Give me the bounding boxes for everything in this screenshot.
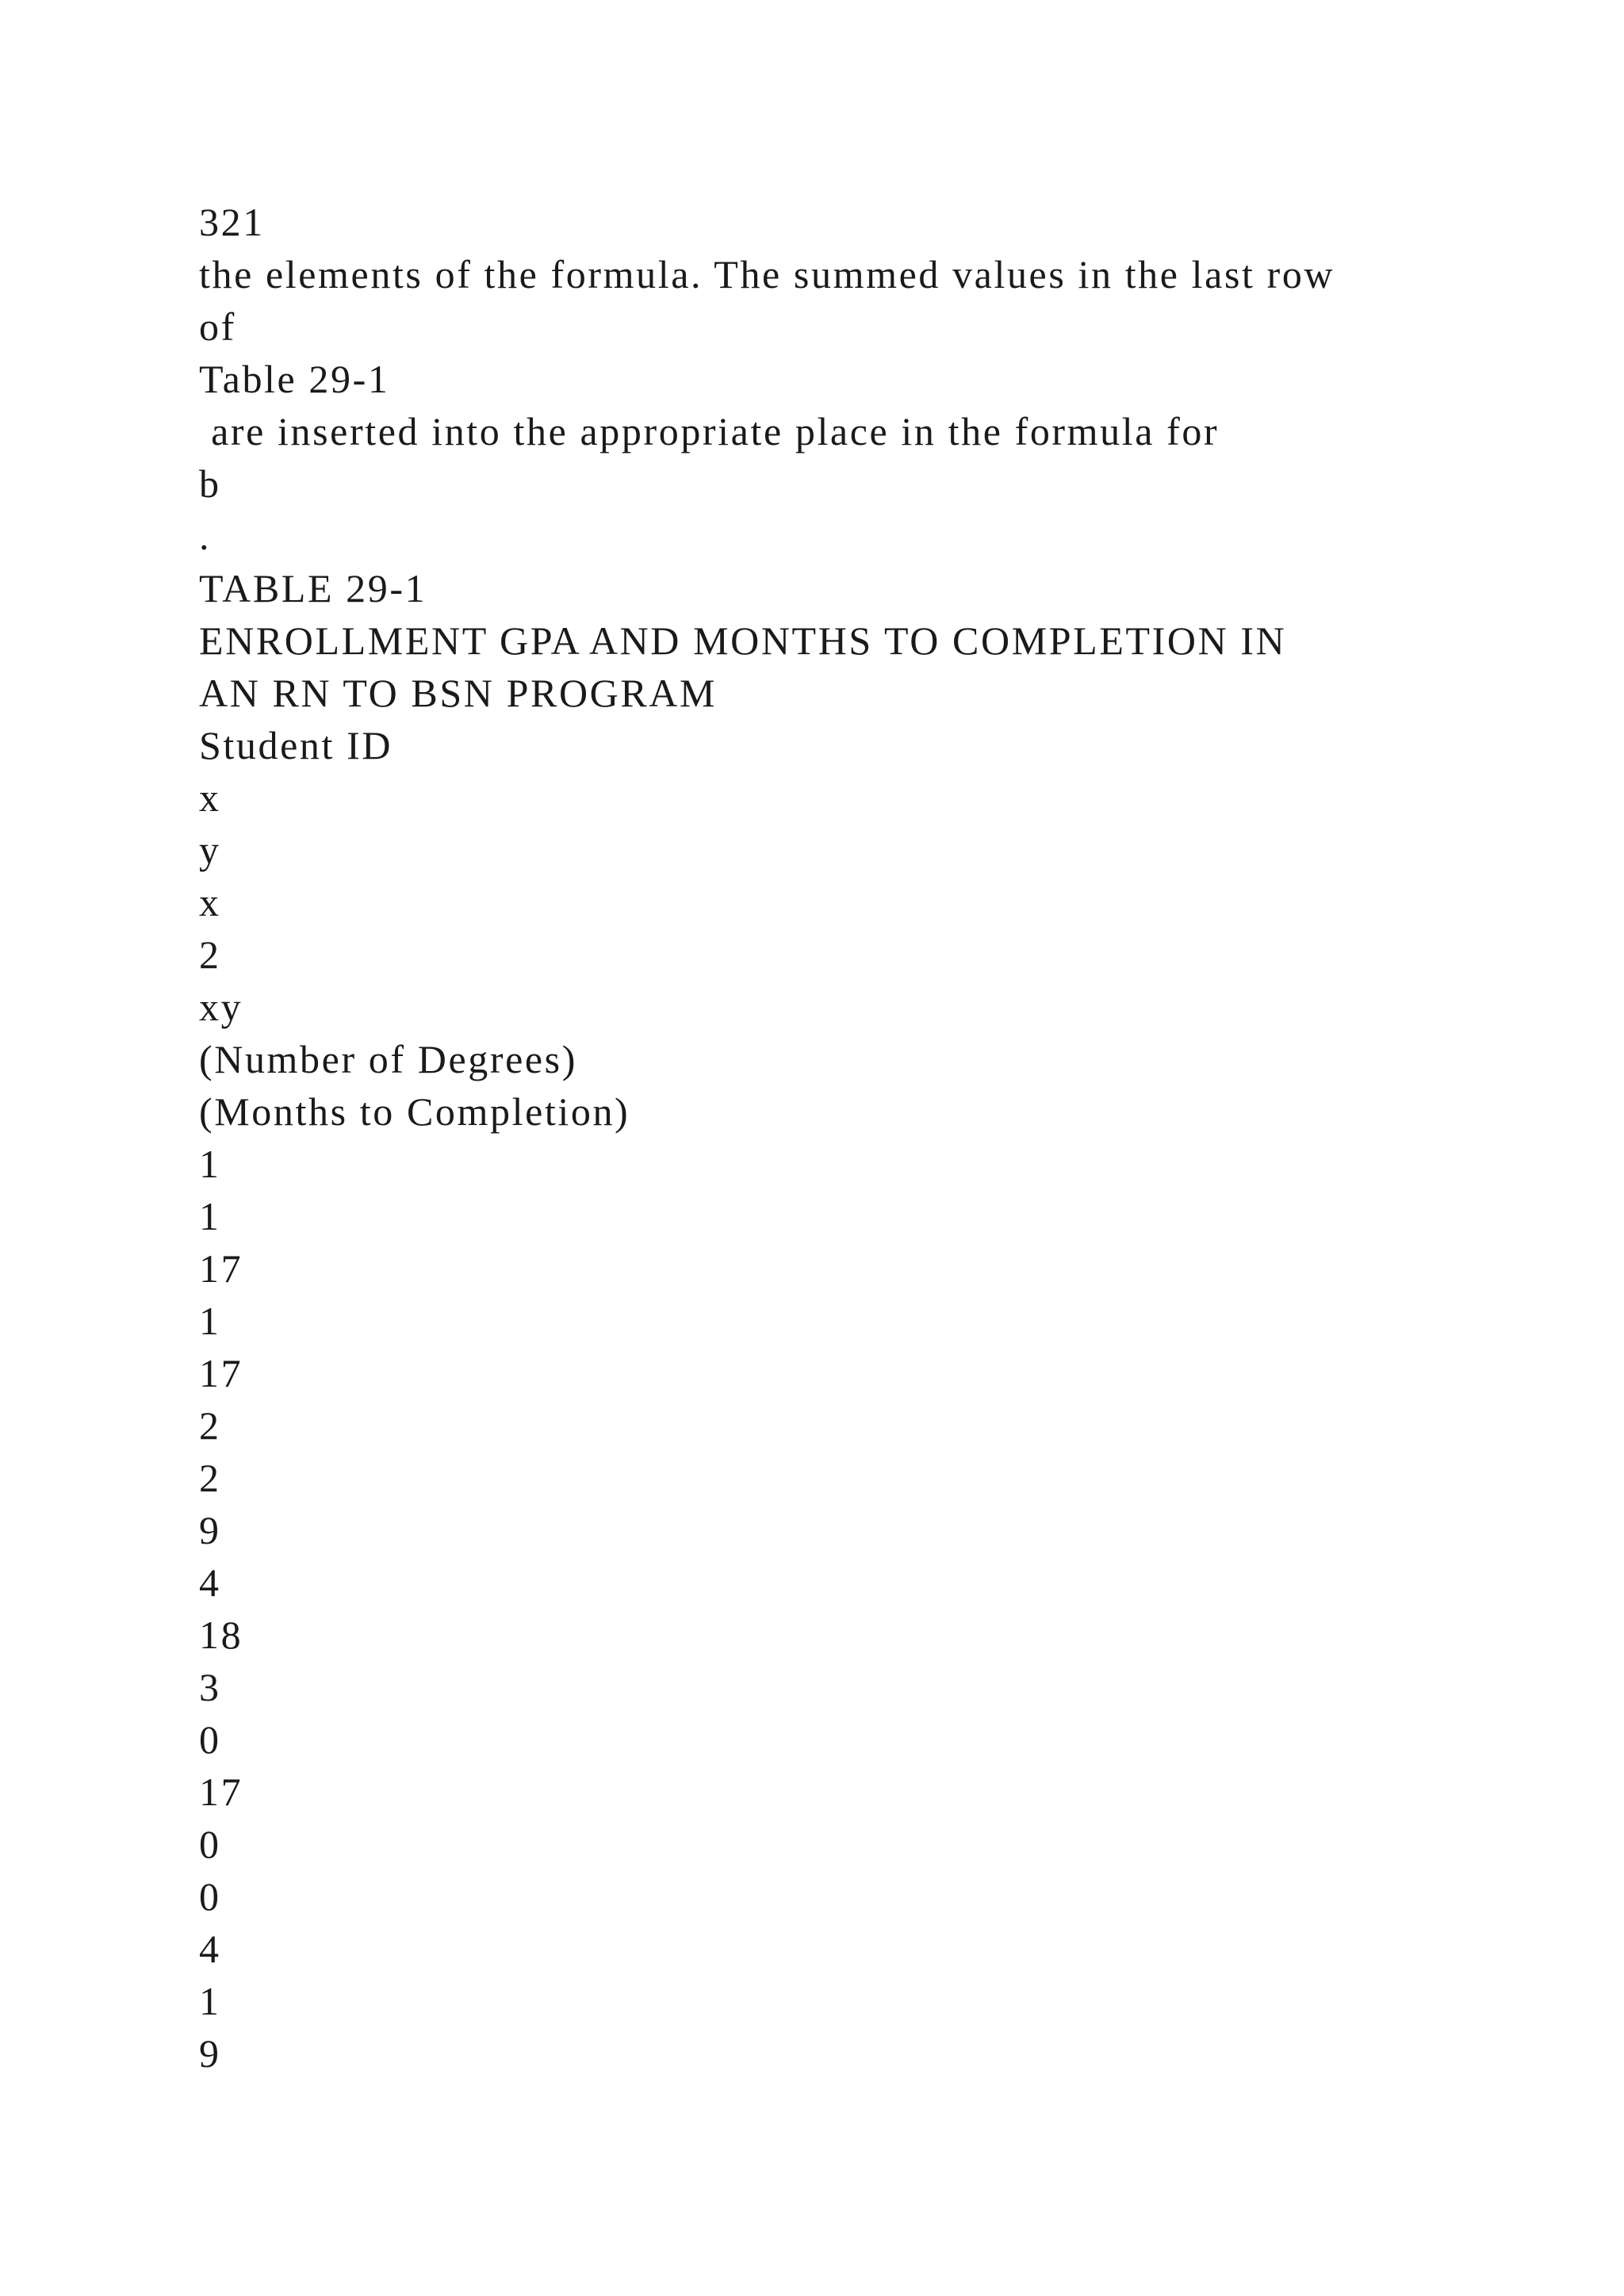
table-cell: 1	[199, 1979, 221, 2023]
table-cell: 17	[199, 1770, 243, 1814]
table-cell: 0	[199, 1822, 221, 1866]
table-header: xy	[199, 985, 243, 1029]
table-header: x	[199, 880, 221, 924]
sentence-period: .	[199, 514, 212, 558]
table-cell: 2	[199, 1456, 221, 1500]
table-reference: Table 29-1	[199, 357, 390, 401]
text-column	[199, 196, 1547, 2080]
table-header: x	[199, 775, 221, 820]
table-cell: 0	[199, 1874, 221, 1919]
table-title: AN RN TO BSN PROGRAM	[199, 671, 718, 715]
table-cell: 4	[199, 1927, 221, 1971]
table-cell: 17	[199, 1246, 243, 1291]
table-header: (Months to Completion)	[199, 1089, 630, 1134]
page-number: 321	[199, 200, 265, 244]
table-header: 2	[199, 932, 221, 977]
body-line: the elements of the formula. The summed values in the last row	[199, 252, 1335, 297]
variable-b: b	[199, 461, 221, 506]
table-cell: 1	[199, 1142, 221, 1186]
table-cell: 1	[199, 1194, 221, 1238]
table-header: y	[199, 828, 221, 872]
table-header: (Number of Degrees)	[199, 1037, 577, 1081]
table-cell: 1	[199, 1299, 221, 1343]
table-title: ENROLLMENT GPA AND MONTHS TO COMPLETION IN	[199, 618, 1287, 663]
table-cell: 2	[199, 1403, 221, 1448]
table-label: TABLE 29-1	[199, 566, 427, 610]
table-cell: 3	[199, 1665, 221, 1709]
body-line: are inserted into the appropriate place in the formula for	[199, 409, 1220, 453]
table-cell: 17	[199, 1351, 243, 1395]
body-line: of	[199, 304, 236, 349]
table-cell: 18	[199, 1613, 243, 1657]
table-cell: 9	[199, 1508, 221, 1552]
table-header: Student ID	[199, 723, 393, 767]
table-cell: 0	[199, 1717, 221, 1762]
table-cell: 4	[199, 1560, 221, 1605]
table-cell: 9	[199, 2031, 221, 2076]
